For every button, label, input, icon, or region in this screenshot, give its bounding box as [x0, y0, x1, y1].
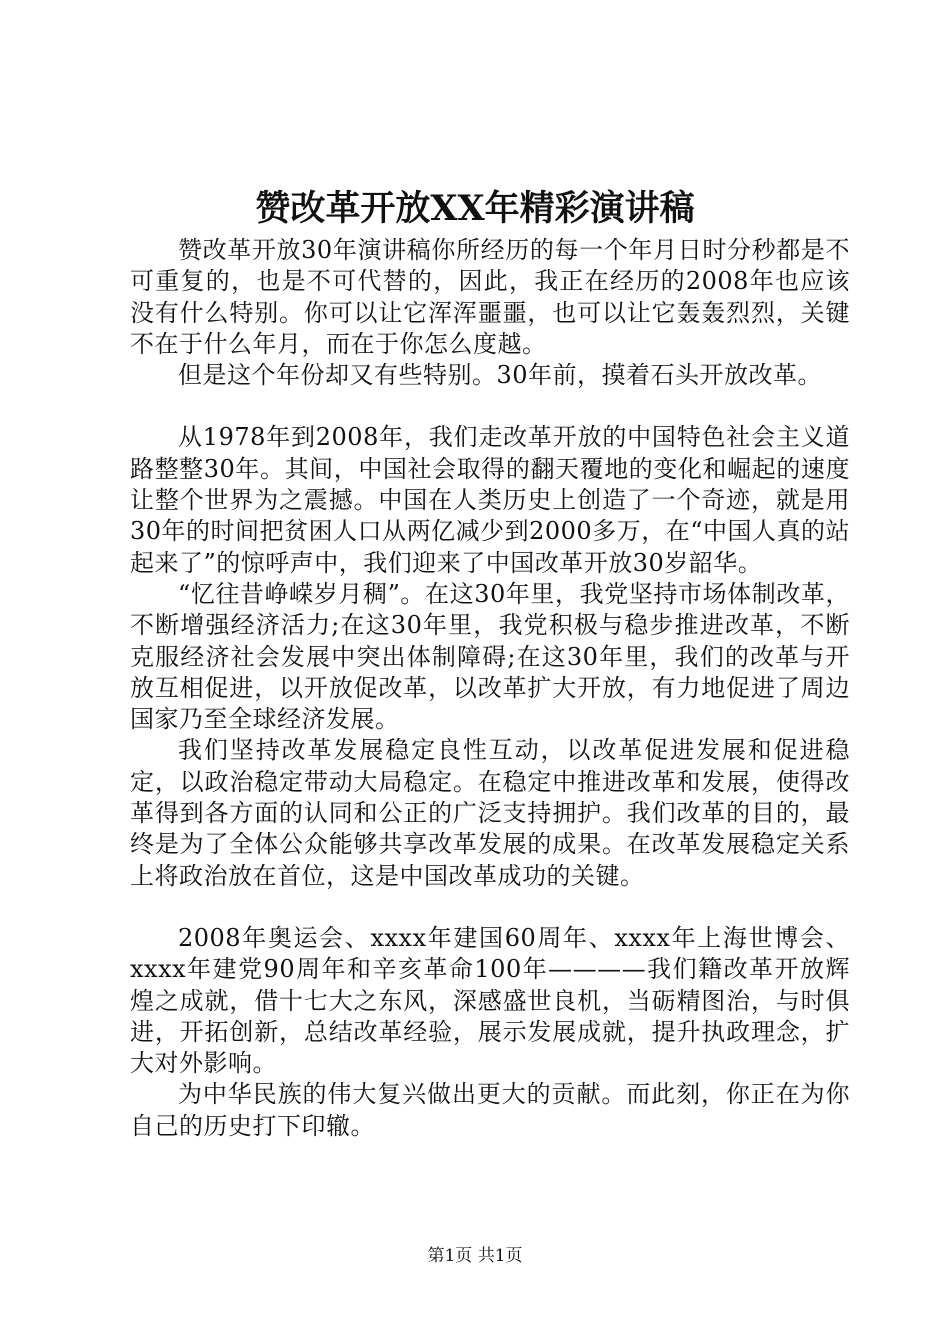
page-footer: 第1页 共1页 [427, 1246, 523, 1266]
paragraph-5: 我们坚持改革发展稳定良性互动，以改革促进发展和促进稳定，以政治稳定带动大局稳定。在稳定中推进改革和发展，使得改革得到各方面的认同和公正的广泛支持拥护。我们改革的目的，最终是为了全体公众能够共享改革发展的成果。在改革发展稳定关系上将政治放在首位，这是中国改革成功的关键。 [130, 736, 850, 890]
paragraph-3: 从1978年到2008年，我们走改革开放的中国特色社会主义道路整整30年。其间，中国社会取得的翻天覆地的变化和崛起的速度让整个世界为之震撼。中国在人类历史上创造了一个奇迹，就是用30年的时间把贫困人口从两亿减少到2000多万，在“中国人真的站起来了”的惊呼声中，我们迎来了中国改革开放30岁韶华。 [130, 423, 850, 577]
paragraph-7: 为中华民族的伟大复兴做出更大的贡献。而此刻，你正在为你自己的历史打下印辙。 [130, 1080, 850, 1140]
document-body [130, 235, 850, 1142]
paragraph-spacer [130, 892, 850, 923]
paragraph-2: 但是这个年份却又有些特别。30年前，摸着石头开放改革。 [178, 361, 823, 390]
paragraph-spacer [130, 391, 850, 422]
paragraph-1: 赞改革开放30年演讲稿你所经历的每一个年月日时分秒都是不可重复的，也是不可代替的，因此，我正在经历的2008年也应该没有什么特别。你可以让它浑浑噩噩，也可以让它轰轰烈烈，关键不在于什么年月，而在于你怎么度越。 [130, 236, 850, 358]
paragraph-4: “忆往昔峥嵘岁月稠”。在这30年里，我党坚持市场体制改革，不断增强经济活力;在这30年里，我党积极与稳步推进改革，不断克服经济社会发展中突出体制障碍;在这30年里，我们的改革与开放互相促进，以开放促改革，以改革扩大开放，有力地促进了周边国家乃至全球经济发展。 [130, 579, 850, 734]
paragraph-6: 2008年奥运会、xxxx年建国60周年、xxxx年上海世博会、xxxx年建党90周年和辛亥革命100年————我们籍改革开放辉煌之成就，借十七大之东风，深感盛世良机，当砺精图治，与时俱进，开拓创新，总结改革经验，展示发展成就，提升执政理念，扩大对外影响。 [130, 923, 850, 1078]
document-title: 赞改革开放XX年精彩演讲稿 [255, 188, 695, 229]
